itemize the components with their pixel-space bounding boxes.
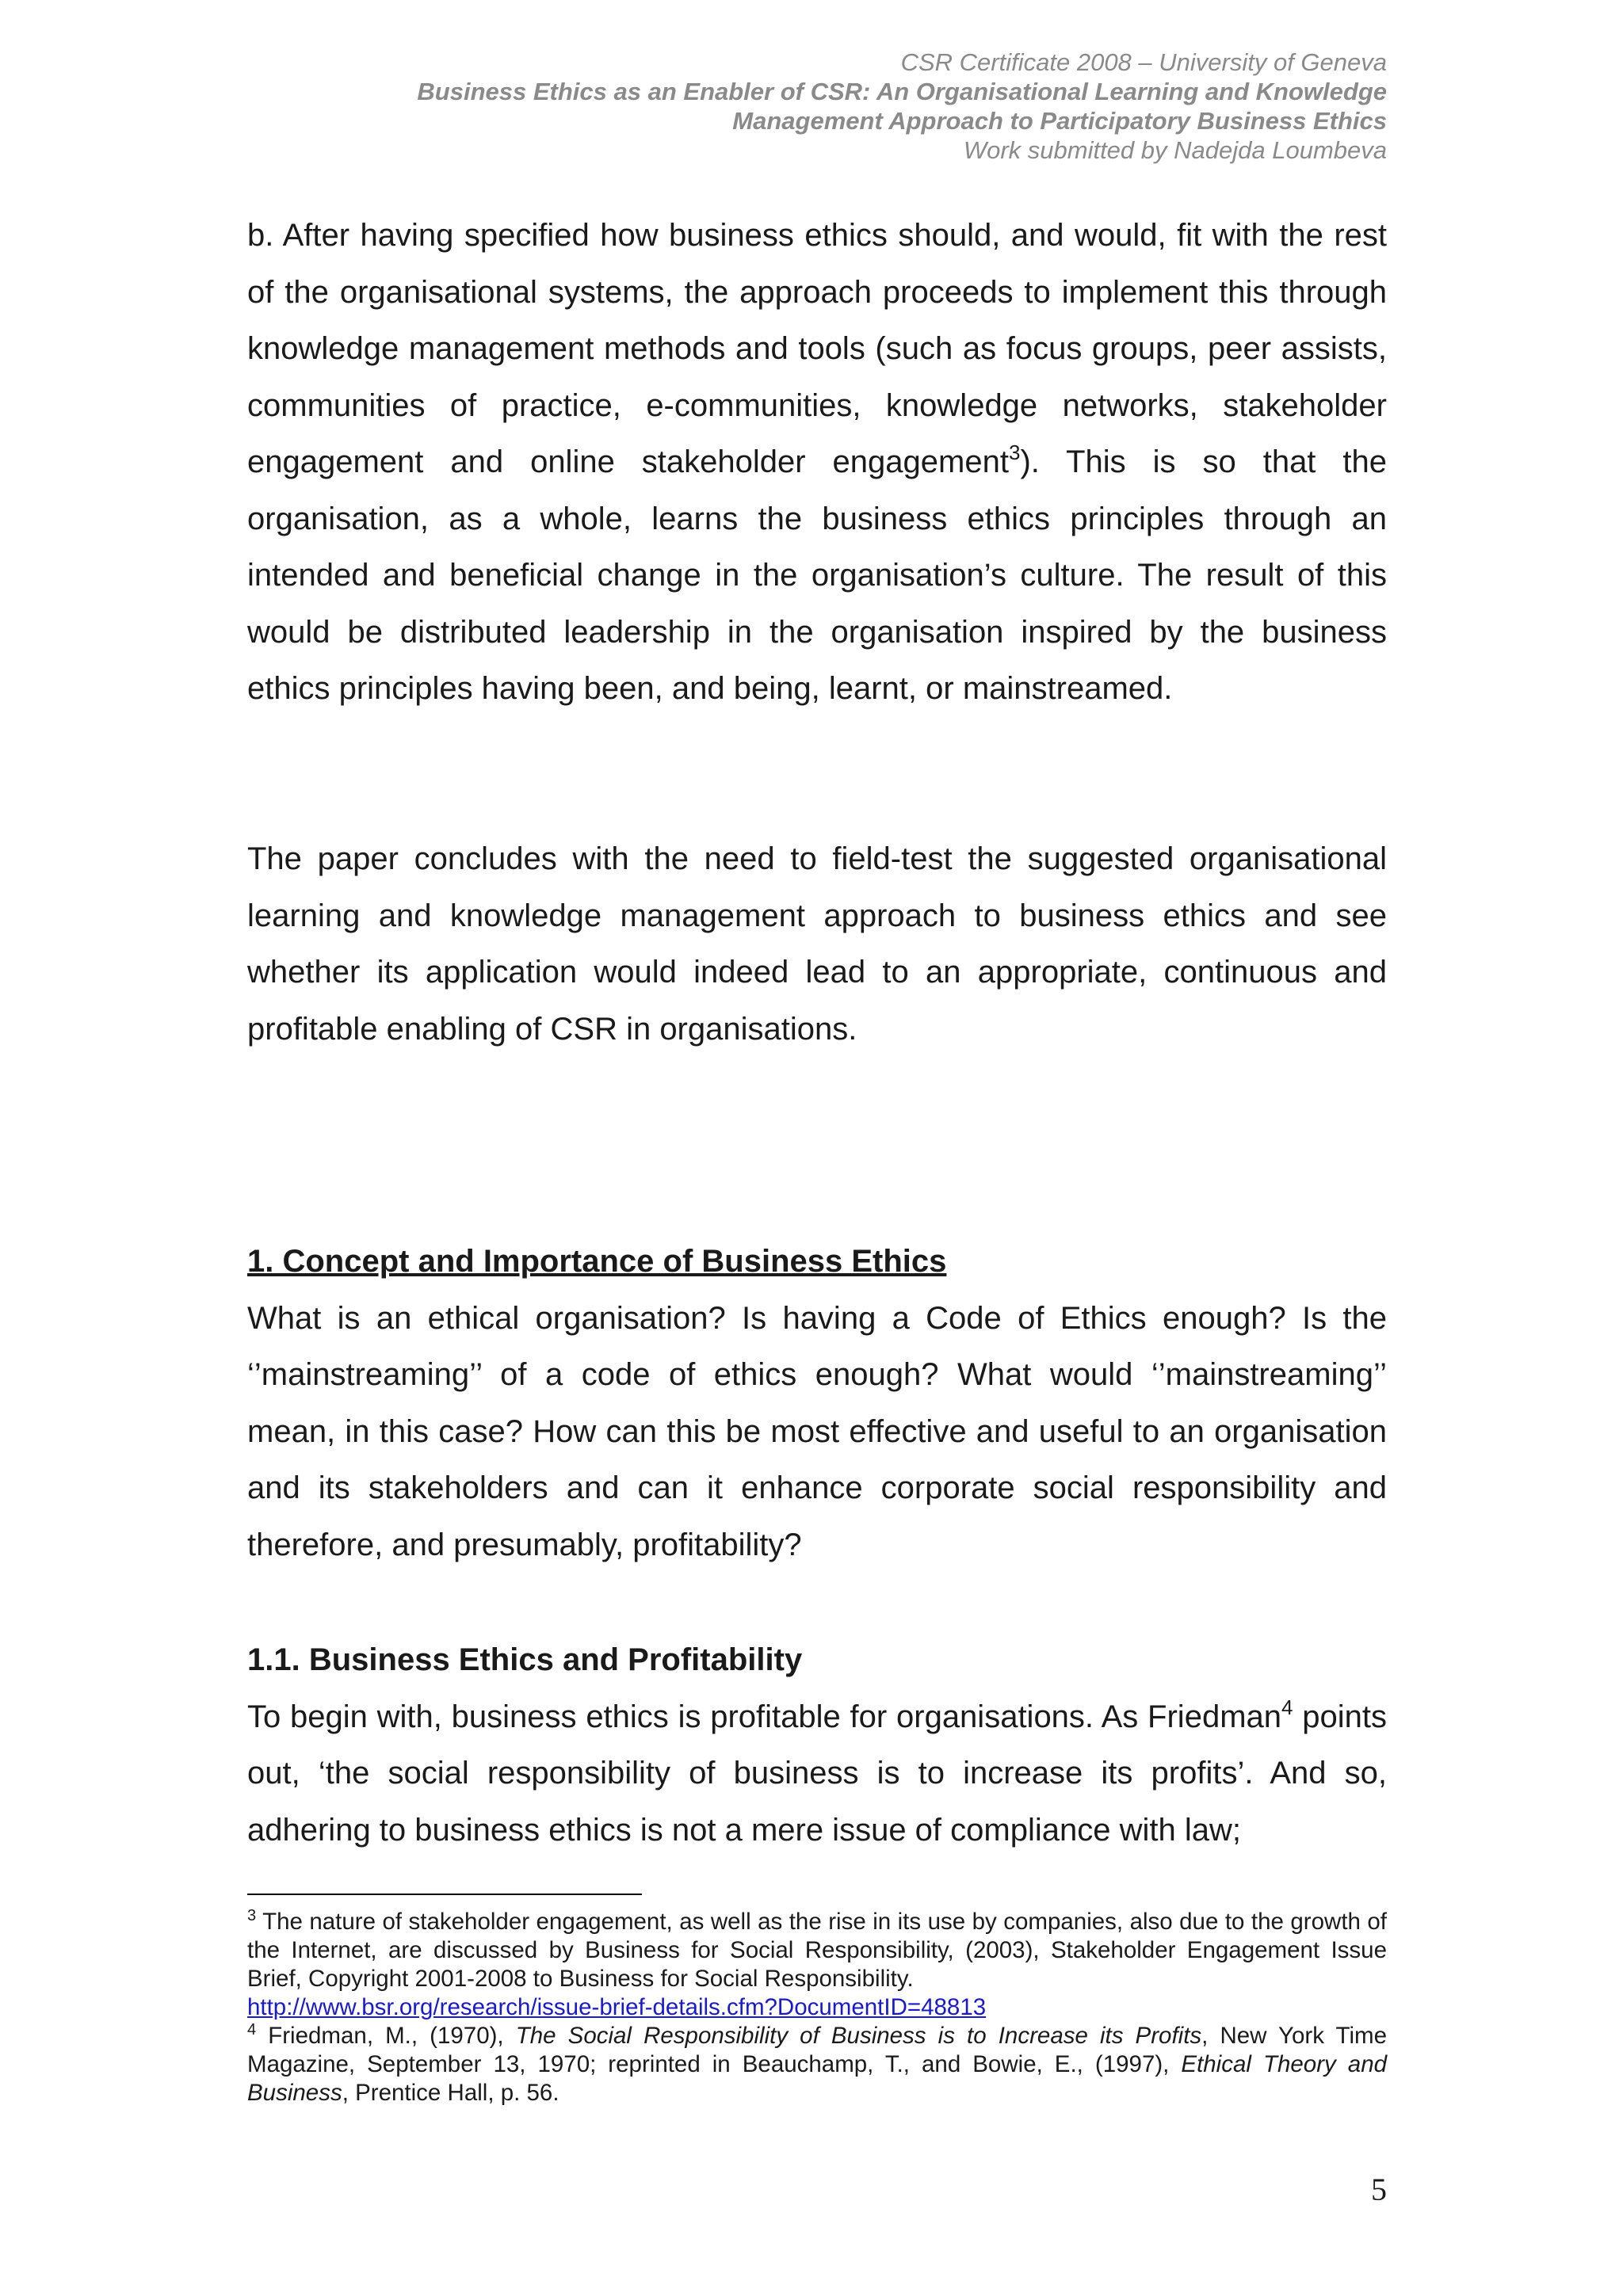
paragraph-b-text-1: b. After having specified how business ethics should, and would, fit with the rest of the organisational systems, the approach proceeds to implement this through knowledge management methods and tools (such as focus groups, peer assists, communities of practice, e-communities, knowledge networks, stakeholder engagement and online stakeholder engagement bbox=[247, 218, 1387, 479]
footnote-4-text-1: Friedman, M., (1970), bbox=[268, 2023, 516, 2049]
paragraph-conclusion: The paper concludes with the need to field-test the suggested organisational learning and knowledge management approach to business ethics and see whether its application would indeed lead to an appropriate, continuous and profitable enabling of CSR in organisations. bbox=[247, 841, 1387, 1047]
section-1-1 bbox=[247, 1632, 1387, 1859]
footnote-4-text-3: , Prentice Hall, p. 56. bbox=[342, 2080, 559, 2106]
footnote-ref-3[interactable]: 3 bbox=[1008, 441, 1021, 464]
paragraph-b bbox=[247, 208, 1387, 718]
footnote-4-text-2: , New York Time Magazine, September 13, 1970; reprinted in Beauchamp, T., and Bowie, E., (1997), bbox=[247, 2023, 1387, 2077]
footnote-4 bbox=[247, 2022, 1387, 2107]
running-header bbox=[277, 48, 1387, 165]
page-number: 5 bbox=[1371, 2172, 1387, 2207]
footnotes bbox=[247, 1908, 1387, 2107]
header-title-line-2: Management Approach to Participatory Business Ethics bbox=[732, 107, 1387, 135]
header-author-line: Work submitted by Nadejda Loumbeva bbox=[963, 136, 1387, 164]
heading-section-1-1: 1.1. Business Ethics and Profitability bbox=[247, 1642, 803, 1677]
footnote-4-number: 4 bbox=[247, 2021, 257, 2039]
paragraph-b-last-line: mainstreamed. bbox=[962, 671, 1173, 706]
heading-section-1: 1. Concept and Importance of Business Ethics bbox=[247, 1244, 947, 1279]
footnote-3-text: The nature of stakeholder engagement, as well as the rise in its use by companies, also due to the growth of the Internet, are discussed by Business for Social Responsibility, (2003), Stakeholder Engagement Issue Brief, Copyright 2001-2008 to Business for Social Responsibility. bbox=[247, 1909, 1387, 1992]
body-section-b bbox=[247, 208, 1387, 718]
body-conclusion bbox=[247, 831, 1387, 1058]
footnote-3-link[interactable]: http://www.bsr.org/research/issue-brief-details.cfm?DocumentID=48813 bbox=[247, 1994, 987, 2020]
header-title-line-1: Business Ethics as an Enabler of CSR: An Organisational Learning and Knowledge bbox=[417, 78, 1387, 105]
footnote-3-number: 3 bbox=[247, 1907, 257, 1924]
footnote-4-book-title: Ethical Theory and Business bbox=[247, 2051, 1388, 2106]
footnote-ref-4[interactable]: 4 bbox=[1281, 1695, 1293, 1719]
section-1 bbox=[247, 1234, 1387, 1573]
paragraph-section-1-1 bbox=[247, 1689, 1387, 1859]
footnote-divider bbox=[247, 1894, 642, 1895]
paragraph-1-1-text-2: points out, ‘the social responsibility of business is to increase its profits’. And so, adhering to business ethics is not a mere issue of compliance with law; bbox=[247, 1699, 1387, 1848]
footnote-4-title: The Social Responsibility of Business is to Increase its Profits bbox=[515, 2023, 1202, 2049]
footnote-3 bbox=[247, 1908, 1387, 2022]
header-course-line: CSR Certificate 2008 – University of Geneva bbox=[900, 48, 1387, 76]
paragraph-section-1: What is an ethical organisation? Is having a Code of Ethics enough? Is the ‘’mainstreaming’’ of a code of ethics enough? What would ‘’mainstreaming’’ mean, in this case? How can this be most effective and useful to an organisation and its stakeholders and can it enhance corporate social responsibility and therefore, and presumably, profitability? bbox=[247, 1300, 1387, 1562]
paragraph-1-1-text-1: To begin with, business ethics is profitable for organisations. As Friedman bbox=[247, 1699, 1281, 1734]
paragraph-b-text-2: ). This is so that the organisation, as a whole, learns the business ethics principles through an intended and beneficial change in the organisation’s culture. The result of this would be distributed leadership in the organisation inspired by the business ethics principles having been, and being, learnt, or bbox=[247, 444, 1387, 706]
